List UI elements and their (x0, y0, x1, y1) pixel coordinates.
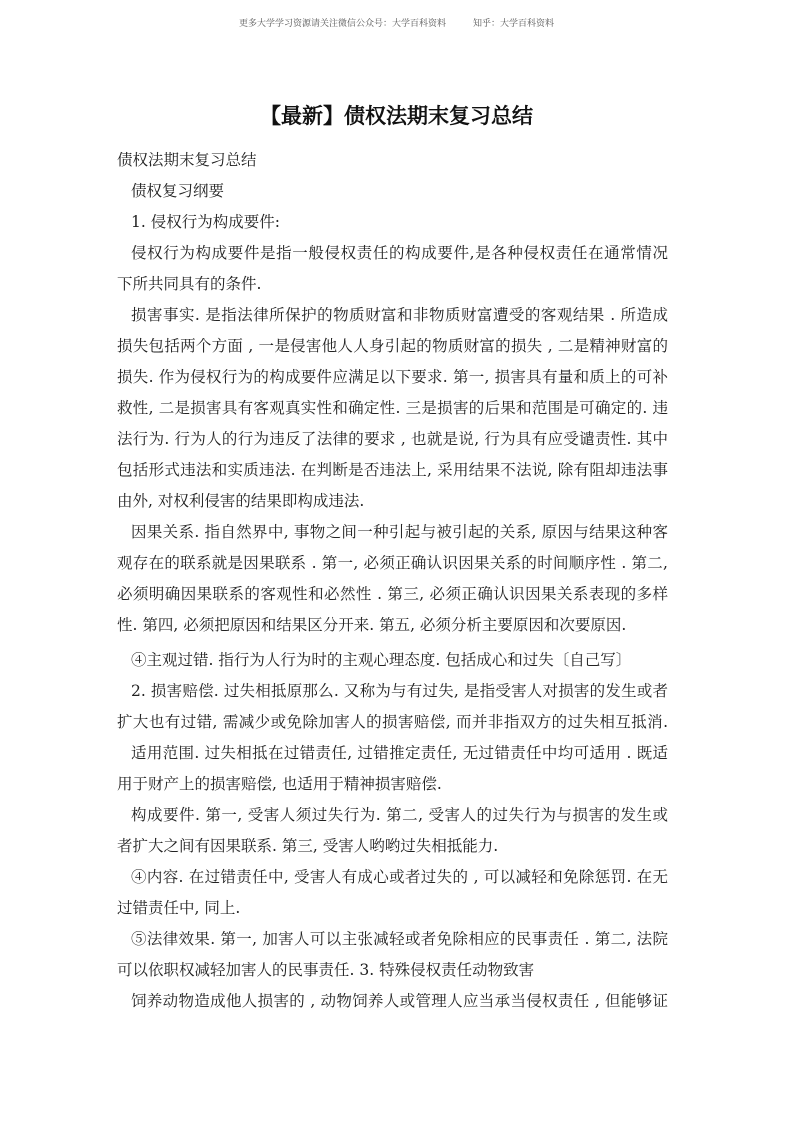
body-text-line: 必须明确因果联系的客观性和必然性 . 第三, 必须正确认识因果关系表现的多样 (117, 585, 668, 603)
body-text-line: 用于财产上的损害赔偿, 也适用于精神损害赔偿. (117, 775, 442, 793)
header-wechat-note: 更多大学学习资源请关注微信公众号：大学百科资料 (239, 19, 447, 29)
body-text-line: ④主观过错. 指行为人行为时的主观心理态度. 包括成心和过失〔自己写〕 (131, 651, 632, 669)
body-text-line: 构成要件. 第一, 受害人须过失行为. 第二, 受害人的过失行为与损害的发生或 (131, 806, 668, 824)
body-text-line: 适用范围. 过失相抵在过错责任, 过错推定责任, 无过错责任中均可适用 . 既适 (131, 744, 668, 762)
body-text-line: 法行为. 行为人的行为违反了法律的要求 , 也就是说, 行为具有应受谴责性. 其中 (117, 430, 668, 448)
body-text-line: 损失. 作为侵权行为的构成要件应满足以下要求. 第一, 损害具有量和质上的可补 (117, 368, 668, 386)
body-text-line: 性. 第四, 必须把原因和结果区分开来. 第五, 必须分析主要原因和次要原因. (117, 616, 627, 634)
body-text-line: ④内容. 在过错责任中, 受害人有成心或者过失的 , 可以减轻和免除惩罚. 在无 (131, 868, 668, 886)
body-text-line: 者扩大之间有因果联系. 第三, 受害人哟哟过失相抵能力. (117, 837, 499, 855)
body-text-line: 1. 侵权行为构成要件: (131, 213, 280, 231)
body-text-line: 包括形式违法和实质违法. 在判断是否违法上, 采用结果不法说, 除有阻却违法事 (117, 461, 668, 479)
body-text-line: 观存在的联系就是因果联系 . 第一, 必须正确认识因果关系的时间顺序性 . 第二, (117, 554, 668, 572)
body-text-line: 损失包括两个方面 , 一是侵害他人人身引起的物质财富的损失 , 二是精神财富的 (117, 337, 668, 355)
body-text-line: 由外, 对权利侵害的结果即构成违法. (117, 492, 365, 510)
body-text-line: 债权法期末复习总结 (117, 151, 257, 169)
body-text-line: 救性, 二是损害具有客观真实性和确定性. 三是损害的后果和范围是可确定的. 违 (117, 399, 668, 417)
body-text-line: 损害事实. 是指法律所保护的物质财富和非物质财富遭受的客观结果 . 所造成 (131, 306, 668, 324)
body-text-line: 因果关系. 指自然界中, 事物之间一种引起与被引起的关系, 原因与结果这种客 (131, 523, 668, 541)
body-text-line: 侵权行为构成要件是指一般侵权责任的构成要件,是各种侵权责任在通常情况 (131, 244, 668, 262)
body-text-line: 可以依职权减轻加害人的民事责任. 3. 特殊侵权责任动物致害 (117, 961, 535, 979)
body-text-line: 扩大也有过错, 需减少或免除加害人的损害赔偿, 而并非指双方的过失相互抵消. (117, 713, 668, 731)
body-text-line: 下所共同具有的条件. (117, 275, 262, 293)
body-text-line: 过错责任中, 同上. (117, 899, 241, 917)
body-text-line: ⑤法律效果. 第一, 加害人可以主张减轻或者免除相应的民事责任 . 第二, 法院 (131, 930, 668, 948)
document-title: 【最新】债权法期末复习总结 (260, 104, 533, 128)
body-text-line: 2. 损害赔偿. 过失相抵原那么. 又称为与有过失, 是指受害人对损害的发生或者 (131, 682, 668, 700)
body-text-line: 债权复习纲要 (131, 182, 225, 200)
body-text-line: 饲养动物造成他人损害的 , 动物饲养人或管理人应当承当侵权责任 , 但能够证 (131, 992, 668, 1010)
page-header (0, 16, 793, 29)
header-zhihu-note: 知乎：大学百科资料 (472, 19, 554, 29)
